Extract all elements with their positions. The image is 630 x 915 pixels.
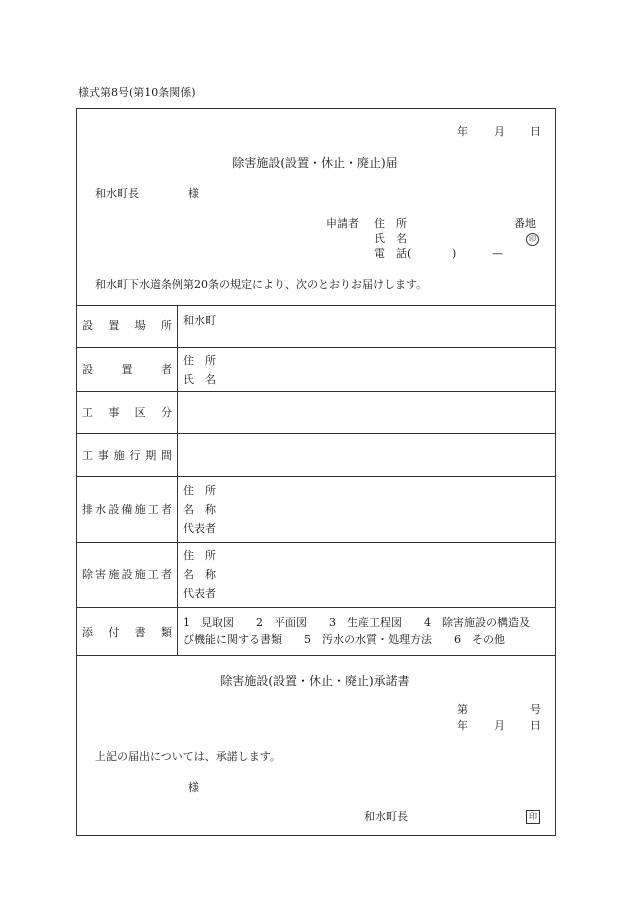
approval-date-month-label: 月 bbox=[494, 719, 505, 732]
approval-date-year-label: 年 bbox=[457, 719, 468, 732]
approval-honorific: 様 bbox=[188, 781, 199, 794]
work-type-label: 工事区分 bbox=[82, 406, 172, 419]
attachments-list-line1: 1 見取図 2 平面図 3 生産工程図 4 除害施設の構造及 bbox=[183, 616, 530, 629]
divider bbox=[76, 655, 556, 656]
notification-statement: 和水町下水道条例第20条の規定により、次のとおりお届けします。 bbox=[95, 278, 428, 291]
abatement-contractor-rep-label: 代表者 bbox=[183, 587, 216, 600]
approval-number-prefix: 第 bbox=[457, 703, 468, 716]
addressee: 和水町長 bbox=[95, 187, 139, 200]
installer-address-label: 住 所 bbox=[183, 354, 216, 367]
seal-mark bbox=[526, 232, 539, 246]
drain-contractor-label: 排水設備施工者 bbox=[82, 503, 172, 516]
location-value: 和水町 bbox=[183, 314, 216, 327]
divider bbox=[76, 433, 556, 434]
approval-date-day-label: 日 bbox=[530, 719, 541, 732]
abatement-contractor-label: 除害施設施工者 bbox=[82, 568, 172, 581]
date-year-label: 年 bbox=[457, 125, 468, 138]
drain-contractor-rep-label: 代表者 bbox=[183, 522, 216, 535]
divider bbox=[76, 305, 556, 306]
attachments-label: 添付書類 bbox=[82, 626, 172, 639]
applicant-address-label: 住 所 bbox=[374, 217, 407, 230]
approval-number-suffix: 号 bbox=[530, 703, 541, 716]
applicant-label: 申請者 bbox=[326, 217, 359, 230]
honorific: 様 bbox=[188, 187, 199, 200]
applicant-phone-label: 電 話( bbox=[374, 247, 412, 260]
approval-issuer: 和水町長 bbox=[364, 810, 408, 823]
notification-title: 除害施設(設置・休止・廃止)届 bbox=[232, 156, 398, 170]
date-day-label: 日 bbox=[530, 125, 541, 138]
installer-label: 設置者 bbox=[82, 363, 172, 376]
seal-circle-icon: 印 bbox=[526, 233, 539, 246]
drain-contractor-address-label: 住 所 bbox=[183, 484, 216, 497]
approval-title: 除害施設(設置・休止・廃止)承諾書 bbox=[220, 674, 410, 688]
drain-contractor-title-label: 名 称 bbox=[183, 503, 216, 516]
form-frame bbox=[76, 108, 556, 836]
applicant-name-label: 氏 名 bbox=[374, 232, 407, 245]
approval-statement: 上記の届出については、承諾します。 bbox=[95, 750, 281, 763]
divider bbox=[76, 542, 556, 543]
abatement-contractor-address-label: 住 所 bbox=[183, 549, 216, 562]
form-number: 様式第8号(第10条関係) bbox=[78, 86, 196, 99]
address-suffix: 番地 bbox=[514, 217, 536, 230]
divider bbox=[76, 391, 556, 392]
approval-seal bbox=[526, 810, 540, 824]
divider bbox=[76, 476, 556, 477]
divider bbox=[76, 347, 556, 348]
abatement-contractor-title-label: 名 称 bbox=[183, 568, 216, 581]
phone-close-paren: ) bbox=[452, 247, 457, 260]
phone-dash: — bbox=[492, 247, 503, 260]
date-month-label: 月 bbox=[494, 125, 505, 138]
column-divider bbox=[177, 305, 178, 655]
seal-square-icon: 印 bbox=[526, 810, 540, 824]
attachments-list-line2: び機能に関する書類 5 汚水の水質・処理方法 6 その他 bbox=[183, 633, 505, 646]
installer-name-label: 氏 名 bbox=[183, 373, 216, 386]
divider bbox=[76, 607, 556, 608]
location-label: 設置場所 bbox=[82, 319, 172, 332]
work-period-label: 工事施行期間 bbox=[82, 449, 172, 462]
